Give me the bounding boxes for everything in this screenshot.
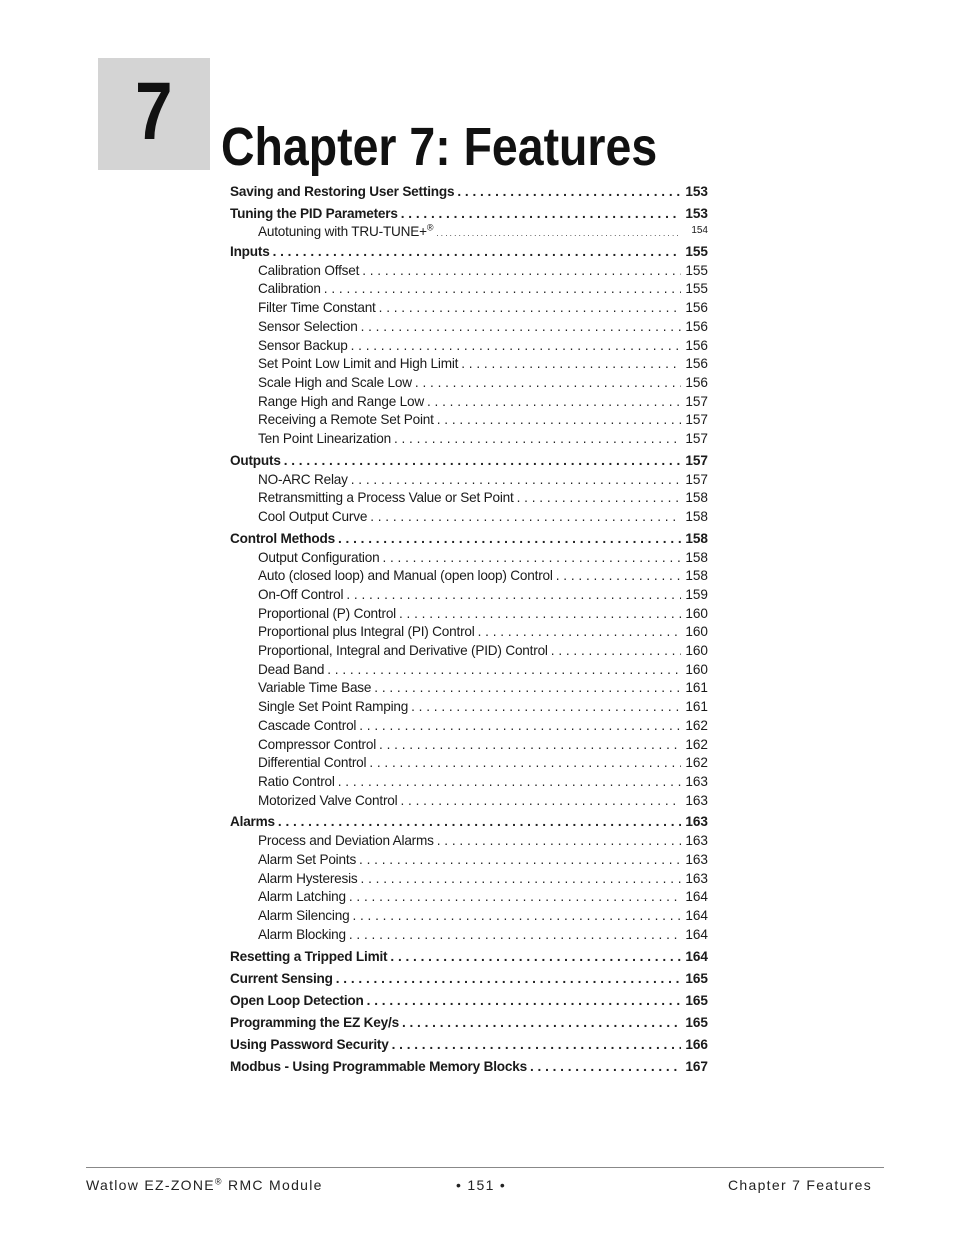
dot-leader xyxy=(415,374,681,393)
chapter-number-box xyxy=(98,58,210,170)
toc-entry-title xyxy=(258,717,356,736)
toc-page-number: 164 xyxy=(685,948,708,964)
toc-entry-title xyxy=(258,549,379,568)
toc-section-entry[interactable] xyxy=(230,1036,708,1055)
toc-section-entry[interactable] xyxy=(230,970,708,989)
dot-leader xyxy=(427,393,681,412)
toc-entry-title xyxy=(258,430,391,449)
dot-leader xyxy=(394,430,681,449)
toc-entry-label: Cool Output Curve xyxy=(258,509,368,524)
toc-subsection-entry[interactable] xyxy=(230,907,708,926)
toc-page-number: 163 xyxy=(685,870,708,886)
toc-entry-label: NO-ARC Relay xyxy=(258,471,348,487)
toc-entry-title xyxy=(258,586,343,605)
toc-entry-label: Set Point Low Limit and High Limit xyxy=(258,356,459,372)
toc-entry-title xyxy=(258,926,346,945)
toc-section-entry[interactable] xyxy=(230,1058,708,1077)
toc-subsection-entry[interactable] xyxy=(230,549,708,568)
toc-entry-label: Inputs xyxy=(230,243,270,259)
dot-leader xyxy=(392,1036,681,1055)
dot-leader xyxy=(359,717,681,736)
toc-page-number: 157 xyxy=(685,471,708,487)
toc-subsection-entry[interactable] xyxy=(230,661,708,680)
toc-subsection-entry[interactable] xyxy=(230,888,708,907)
toc-page-number: 158 xyxy=(685,549,708,565)
toc-entry-label: Proportional plus Integral (PI) Control xyxy=(258,624,475,640)
dot-leader xyxy=(402,1014,681,1033)
table-of-contents xyxy=(230,183,708,1076)
toc-entry-title xyxy=(258,508,367,527)
toc-entry-title xyxy=(258,374,412,393)
toc-section-entry[interactable] xyxy=(230,948,708,967)
toc-entry-title xyxy=(258,698,408,717)
toc-subsection-entry[interactable] xyxy=(230,679,708,698)
toc-section-entry[interactable] xyxy=(230,992,708,1011)
toc-page-number: 165 xyxy=(685,970,708,986)
toc-entry-label: Range High and Range Low xyxy=(258,393,424,409)
toc-entry-label: Alarm Set Points xyxy=(258,851,357,867)
dot-leader xyxy=(284,452,681,471)
toc-page-number: 160 xyxy=(685,661,708,677)
dot-leader xyxy=(401,205,681,224)
toc-page-number: 157 xyxy=(685,430,708,446)
toc-subsection-entry[interactable] xyxy=(230,374,708,393)
toc-entry-label: Calibration Offset xyxy=(258,262,360,278)
toc-page-number: 156 xyxy=(685,318,708,334)
toc-entry-label: Auto (closed loop) and Manual (open loop) Control xyxy=(258,568,553,584)
toc-subsection-entry[interactable] xyxy=(230,224,708,240)
toc-entry-title xyxy=(258,318,358,337)
toc-entry-title xyxy=(258,773,335,792)
toc-page-number: 153 xyxy=(685,184,708,199)
toc-entry-title xyxy=(258,567,553,586)
dot-leader xyxy=(338,530,681,549)
toc-subsection-entry[interactable] xyxy=(230,736,708,755)
toc-entry-label: Dead Band xyxy=(258,661,325,677)
dot-leader xyxy=(374,679,681,698)
toc-subsection-entry[interactable] xyxy=(230,623,708,642)
toc-page-number: 163 xyxy=(685,814,708,830)
toc-entry-label: On-Off Control xyxy=(258,587,344,603)
toc-entry-label: Ten Point Linearization xyxy=(258,430,391,446)
footer-product-suffix: RMC Module xyxy=(222,1177,323,1193)
dot-leader xyxy=(362,262,681,281)
toc-entry-title xyxy=(230,530,335,549)
toc-entry-title xyxy=(258,870,358,889)
toc-entry-label: Output Configuration xyxy=(258,549,380,565)
toc-entry-label: Alarm Silencing xyxy=(258,908,350,924)
toc-entry-title xyxy=(258,851,356,870)
toc-subsection-entry[interactable] xyxy=(230,642,708,661)
dot-leader xyxy=(367,992,681,1011)
toc-page-number: 155 xyxy=(685,281,708,297)
dot-leader xyxy=(530,1058,681,1077)
toc-page-number: 160 xyxy=(685,643,708,659)
toc-subsection-entry[interactable] xyxy=(230,262,708,281)
toc-entry-title xyxy=(258,605,396,624)
toc-section-entry[interactable] xyxy=(230,183,708,202)
toc-subsection-entry[interactable] xyxy=(230,508,708,527)
toc-entry-label: Differential Control xyxy=(258,755,367,771)
toc-page-number: 157 xyxy=(685,393,708,409)
dot-leader xyxy=(351,337,681,356)
toc-page-number: 158 xyxy=(685,568,708,584)
toc-page-number: 159 xyxy=(685,587,708,603)
footer-product: Watlow EZ-ZONE xyxy=(86,1177,215,1193)
toc-page-number: 161 xyxy=(685,699,708,715)
toc-entry-title xyxy=(230,1014,399,1033)
dot-leader xyxy=(399,605,681,624)
toc-entry-title xyxy=(230,243,270,262)
toc-entry-title xyxy=(230,948,387,967)
toc-entry-title xyxy=(258,907,349,926)
toc-page-number: 163 xyxy=(685,833,708,849)
toc-subsection-entry[interactable] xyxy=(230,773,708,792)
toc-entry-title xyxy=(258,355,458,374)
toc-entry-title xyxy=(230,1036,389,1055)
dot-leader xyxy=(437,411,681,430)
toc-subsection-entry[interactable] xyxy=(230,851,708,870)
toc-entry-label: Single Set Point Ramping xyxy=(258,699,409,715)
toc-subsection-entry[interactable] xyxy=(230,411,708,430)
toc-page-number: 157 xyxy=(685,412,708,428)
dot-leader xyxy=(336,970,681,989)
toc-entry-title xyxy=(258,679,371,698)
toc-entry-title xyxy=(258,224,433,240)
toc-page-number: 156 xyxy=(685,337,708,353)
dot-leader xyxy=(457,183,681,202)
toc-page-number: 153 xyxy=(685,205,708,221)
toc-entry-label: Programming the EZ Key/s xyxy=(230,1014,399,1030)
toc-subsection-entry[interactable] xyxy=(230,299,708,318)
toc-page-number: 158 xyxy=(685,530,708,546)
dot-leader xyxy=(478,623,681,642)
dot-leader xyxy=(349,888,681,907)
toc-section-entry[interactable] xyxy=(230,243,708,262)
toc-subsection-entry[interactable] xyxy=(230,717,708,736)
dot-leader xyxy=(370,508,681,527)
toc-entry-title xyxy=(258,888,346,907)
toc-entry-label: Scale High and Scale Low xyxy=(258,374,412,390)
dot-leader xyxy=(351,471,681,490)
toc-page-number: 162 xyxy=(685,755,708,771)
toc-entry-label: Using Password Security xyxy=(230,1036,389,1052)
toc-section-entry[interactable] xyxy=(230,452,708,471)
toc-entry-title xyxy=(258,262,359,281)
toc-page-number: 155 xyxy=(685,243,708,259)
toc-entry-label: Saving and Restoring User Settings xyxy=(230,184,455,199)
toc-entry-title xyxy=(258,489,514,508)
toc-entry-label: Proportional (P) Control xyxy=(258,605,396,621)
dot-leader xyxy=(349,926,681,945)
toc-page-number: 164 xyxy=(685,926,708,942)
toc-entry-label: Sensor Selection xyxy=(258,318,358,334)
toc-entry-label: Proportional, Integral and Derivative (PID) Control xyxy=(258,643,548,659)
toc-entry-label: Current Sensing xyxy=(230,970,333,986)
toc-page-number: 163 xyxy=(685,773,708,789)
footer-registered-mark: ® xyxy=(214,1176,223,1187)
toc-page-number: 167 xyxy=(685,1058,708,1074)
toc-entry-label: Process and Deviation Alarms xyxy=(258,833,434,849)
toc-subsection-entry[interactable] xyxy=(230,792,708,811)
toc-section-entry[interactable] xyxy=(230,205,708,224)
dot-leader xyxy=(338,773,681,792)
toc-entry-title xyxy=(258,754,366,773)
toc-entry-title xyxy=(230,813,275,832)
dot-leader xyxy=(352,907,681,926)
toc-entry-label: Alarm Hysteresis xyxy=(258,870,358,886)
toc-entry-label: Resetting a Tripped Limit xyxy=(230,948,388,964)
toc-page-number: 164 xyxy=(685,889,708,905)
toc-entry-title xyxy=(258,337,348,356)
toc-entry-title xyxy=(230,183,454,202)
toc-entry-label: Retransmitting a Process Value or Set Point xyxy=(258,490,514,506)
toc-page-number: 162 xyxy=(685,736,708,752)
footer-publication xyxy=(86,1177,323,1193)
footer-chapter-name: Chapter 7 Features xyxy=(728,1177,873,1193)
toc-entry-label: Filter Time Constant xyxy=(258,300,376,316)
toc-entry-title xyxy=(258,280,321,299)
toc-page-number: 156 xyxy=(685,374,708,390)
toc-entry-label: Calibration xyxy=(258,281,321,297)
toc-entry-title xyxy=(258,736,376,755)
toc-entry-label: Alarm Blocking xyxy=(258,926,346,942)
dot-leader xyxy=(437,832,681,851)
toc-page-number: 163 xyxy=(685,851,708,867)
toc-page-number: 160 xyxy=(685,605,708,621)
toc-page-number: 156 xyxy=(685,300,708,316)
toc-subsection-entry[interactable] xyxy=(230,471,708,490)
dot-leader xyxy=(411,698,681,717)
toc-entry-label: Cascade Control xyxy=(258,717,357,733)
toc-page-number: 158 xyxy=(685,509,708,524)
dot-leader xyxy=(327,661,681,680)
toc-entry-title xyxy=(258,642,548,661)
toc-section-entry[interactable] xyxy=(230,1014,708,1033)
toc-entry-title xyxy=(258,471,348,490)
toc-entry-title xyxy=(230,205,398,224)
chapter-number: 7 xyxy=(135,66,173,157)
dot-leader xyxy=(278,813,681,832)
toc-entry-label: Outputs xyxy=(230,452,281,468)
toc-page-number: 161 xyxy=(685,680,708,696)
toc-page-number: 163 xyxy=(685,792,708,808)
toc-page-number: 164 xyxy=(685,908,708,924)
toc-page-number: 165 xyxy=(685,1014,708,1030)
toc-page-number: 154 xyxy=(691,224,708,236)
toc-subsection-entry[interactable] xyxy=(230,430,708,449)
toc-subsection-entry[interactable] xyxy=(230,605,708,624)
toc-subsection-entry[interactable] xyxy=(230,586,708,605)
toc-entry-title xyxy=(230,992,364,1011)
dot-leader xyxy=(346,586,681,605)
toc-entry-title xyxy=(258,411,434,430)
toc-subsection-entry[interactable] xyxy=(230,355,708,374)
toc-entry-label: Motorized Valve Control xyxy=(258,792,398,808)
toc-subsection-entry[interactable] xyxy=(230,393,708,412)
footer-divider xyxy=(86,1167,884,1168)
toc-entry-label: Sensor Backup xyxy=(258,337,348,353)
toc-subsection-entry[interactable] xyxy=(230,870,708,889)
toc-page-number: 165 xyxy=(685,992,708,1008)
footer-page-number: • 151 • xyxy=(456,1177,507,1193)
dot-leader xyxy=(436,226,681,242)
dot-leader xyxy=(461,355,681,374)
dot-leader xyxy=(556,567,681,586)
toc-subsection-entry[interactable] xyxy=(230,489,708,508)
toc-entry-label: Control Methods xyxy=(230,530,335,546)
toc-subsection-entry[interactable] xyxy=(230,754,708,773)
dot-leader xyxy=(551,642,681,661)
dot-leader xyxy=(379,736,681,755)
dot-leader xyxy=(369,754,681,773)
dot-leader xyxy=(361,870,681,889)
toc-entry-label: Variable Time Base xyxy=(258,680,372,696)
toc-entry-title xyxy=(230,970,333,989)
toc-page-number: 160 xyxy=(685,624,708,640)
toc-subsection-entry[interactable] xyxy=(230,318,708,337)
toc-entry-title xyxy=(258,299,376,318)
toc-section-entry[interactable] xyxy=(230,813,708,832)
dot-leader xyxy=(400,792,681,811)
dot-leader xyxy=(361,318,681,337)
toc-entry-title xyxy=(230,452,281,471)
toc-page-number: 156 xyxy=(685,356,708,372)
dot-leader xyxy=(324,280,681,299)
dot-leader xyxy=(379,299,681,318)
toc-subsection-entry[interactable] xyxy=(230,698,708,717)
toc-entry-label: Alarm Latching xyxy=(258,889,346,905)
toc-entry-label: Compressor Control xyxy=(258,736,377,752)
toc-subsection-entry[interactable] xyxy=(230,337,708,356)
toc-subsection-entry[interactable] xyxy=(230,567,708,586)
toc-page-number: 162 xyxy=(685,717,708,733)
toc-subsection-entry[interactable] xyxy=(230,926,708,945)
toc-entry-label: Modbus - Using Programmable Memory Blocks xyxy=(230,1058,527,1074)
toc-entry-title xyxy=(258,832,434,851)
toc-entry-title xyxy=(258,623,475,642)
toc-entry-label: Ratio Control xyxy=(258,773,335,789)
toc-section-entry[interactable] xyxy=(230,530,708,549)
toc-page-number: 166 xyxy=(685,1036,708,1052)
toc-subsection-entry[interactable] xyxy=(230,280,708,299)
toc-entry-title xyxy=(258,792,397,811)
toc-entry-label: Open Loop Detection xyxy=(230,992,364,1008)
dot-leader xyxy=(517,489,681,508)
toc-subsection-entry[interactable] xyxy=(230,832,708,851)
dot-leader xyxy=(390,948,681,967)
toc-entry-label: Receiving a Remote Set Point xyxy=(258,412,434,428)
toc-entry-title xyxy=(230,1058,527,1077)
toc-page-number: 157 xyxy=(685,452,708,468)
registered-mark: ® xyxy=(426,222,434,233)
toc-page-number: 155 xyxy=(685,262,708,278)
toc-entry-label: Autotuning with TRU-TUNE+ xyxy=(258,223,427,239)
dot-leader xyxy=(382,549,681,568)
chapter-title: Chapter 7: Features xyxy=(221,117,658,177)
toc-entry-label: Tuning the PID Parameters xyxy=(230,205,398,221)
toc-entry-title xyxy=(258,393,424,412)
dot-leader xyxy=(273,243,681,262)
dot-leader xyxy=(359,851,681,870)
toc-page-number: 158 xyxy=(685,490,708,506)
toc-entry-title xyxy=(258,661,324,680)
toc-entry-label: Alarms xyxy=(230,814,275,830)
